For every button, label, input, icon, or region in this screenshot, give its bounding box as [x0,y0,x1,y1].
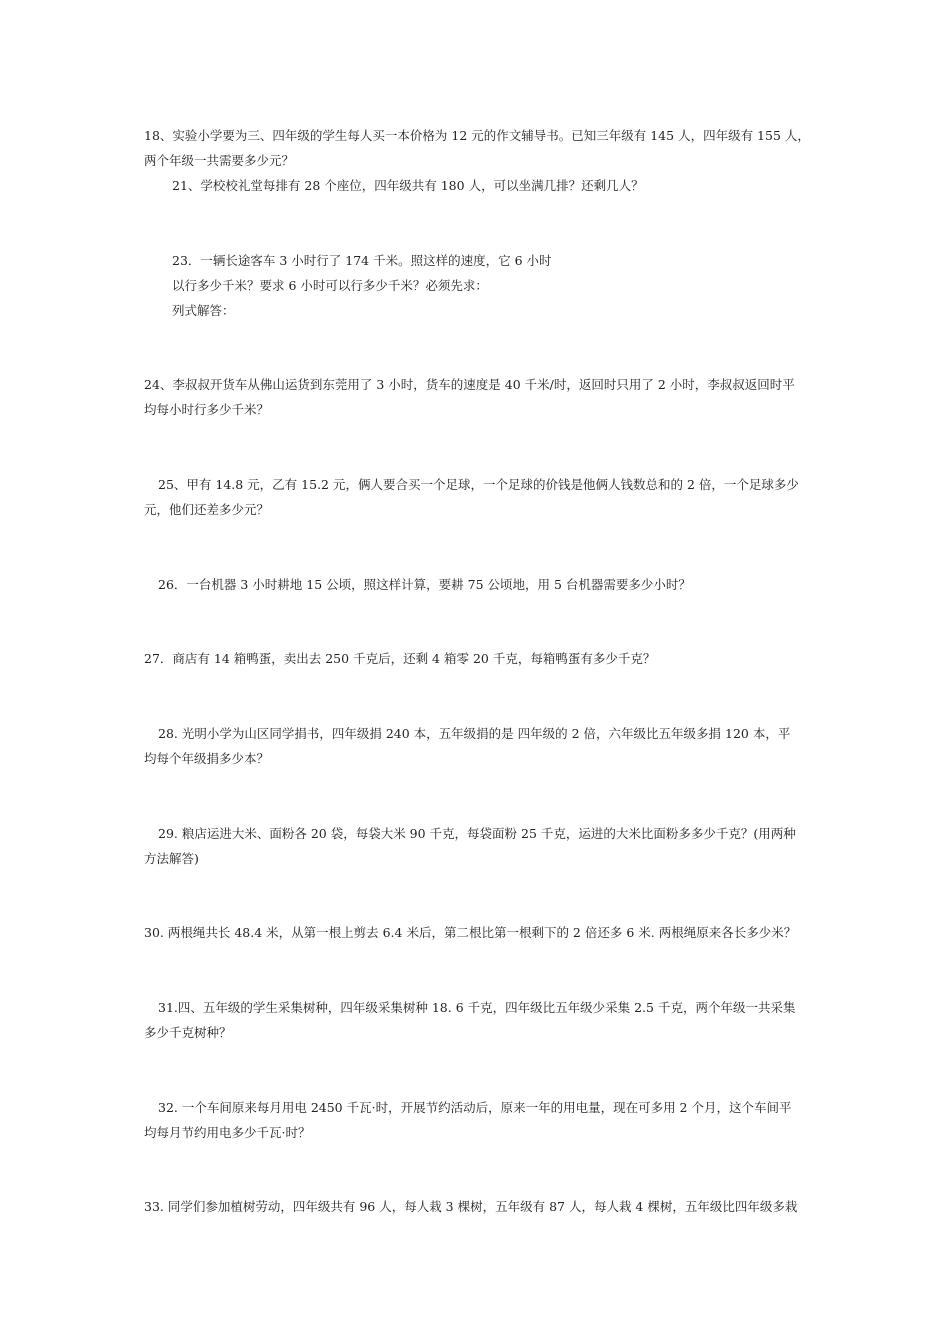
problem-23-line-2: 以行多少千米？要求 6 小时可以行多少千米？必须先求： [172,278,488,293]
problem-30-line-1: 30. 两根绳共长 48.4 米，从第一根上剪去 6.4 米后，第二根比第一根剩下的 2 倍还多 6 米. 两根绳原来各长多少米？ [144,925,797,940]
problem-23-line-3: 列式解答： [172,303,235,318]
problem-21-line-1: 21、学校校礼堂每排有 28 个座位，四年级共有 180 人，可以坐满几排？还剩几人？ [172,178,644,193]
problem-23-line-1: 23．一辆长途客车 3 小时行了 174 千米。照这样的速度，它 6 小时 [172,253,552,268]
problem-27-line-1: 27．商店有 14 箱鸭蛋，卖出去 250 千克后，还剩 4 箱零 20 千克，每箱鸭蛋有多少千克？ [144,651,656,666]
problem-33-line-1: 33. 同学们参加植树劳动，四年级共有 96 人，每人栽 3 棵树，五年级有 87 人，每人栽 4 棵树，五年级比四年级多栽 [144,1199,798,1214]
problem-24-line-1: 24、李叔叔开货车从佛山运货到东莞用了 3 小时，货车的速度是 40 千米/时，返回时只用了 2 小时，李叔叔返回时平 [144,377,795,392]
problem-25-line-2: 元，他们还差多少元？ [144,502,270,517]
problem-25-line-1: 25、甲有 14.8 元，乙有 15.2 元，俩人要合买一个足球，一个足球的价钱是他俩人钱数总和的 2 倍，一个足球多少 [158,477,799,492]
problem-31-line-2: 多少千克树种？ [144,1025,232,1040]
problem-24-line-2: 均每小时行多少千米？ [144,402,270,417]
problem-26-line-1: 26．一台机器 3 小时耕地 15 公顷，照这样计算，要耕 75 公顷地，用 5 台机器需要多少小时？ [158,577,691,592]
problem-28-line-2: 均每个年级捐多少本？ [144,751,270,766]
problem-18-line-1: 18、实验小学要为三、四年级的学生每人买一本价格为 12 元的作文辅导书。已知三年级有 145 人，四年级有 155 人， [144,128,810,143]
problem-32-line-2: 均每月节约用电多少千瓦·时？ [144,1125,311,1140]
problem-18-line-2: 两个年级一共需要多少元？ [144,153,295,168]
problem-32-line-1: 32. 一个车间原来每月用电 2450 千瓦·时，开展节约活动后，原来一年的用电量，现在可多用 2 个月，这个车间平 [158,1100,792,1115]
problem-28-line-1: 28. 光明小学为山区同学捐书，四年级捐 240 本，五年级捐的是 四年级的 2 倍，六年级比五年级多捐 120 本，平 [158,726,791,741]
problem-29-line-2: 方法解答) [144,851,199,866]
problem-31-line-1: 31.四、五年级的学生采集树种，四年级采集树种 18. 6 千克，四年级比五年级少采集 2.5 千克，两个年级一共采集 [158,1000,796,1015]
problem-29-line-1: 29. 粮店运进大米、面粉各 20 袋，每袋大米 90 千克，每袋面粉 25 千克，运进的大米比面粉多多少千克？(用两种 [158,826,796,841]
